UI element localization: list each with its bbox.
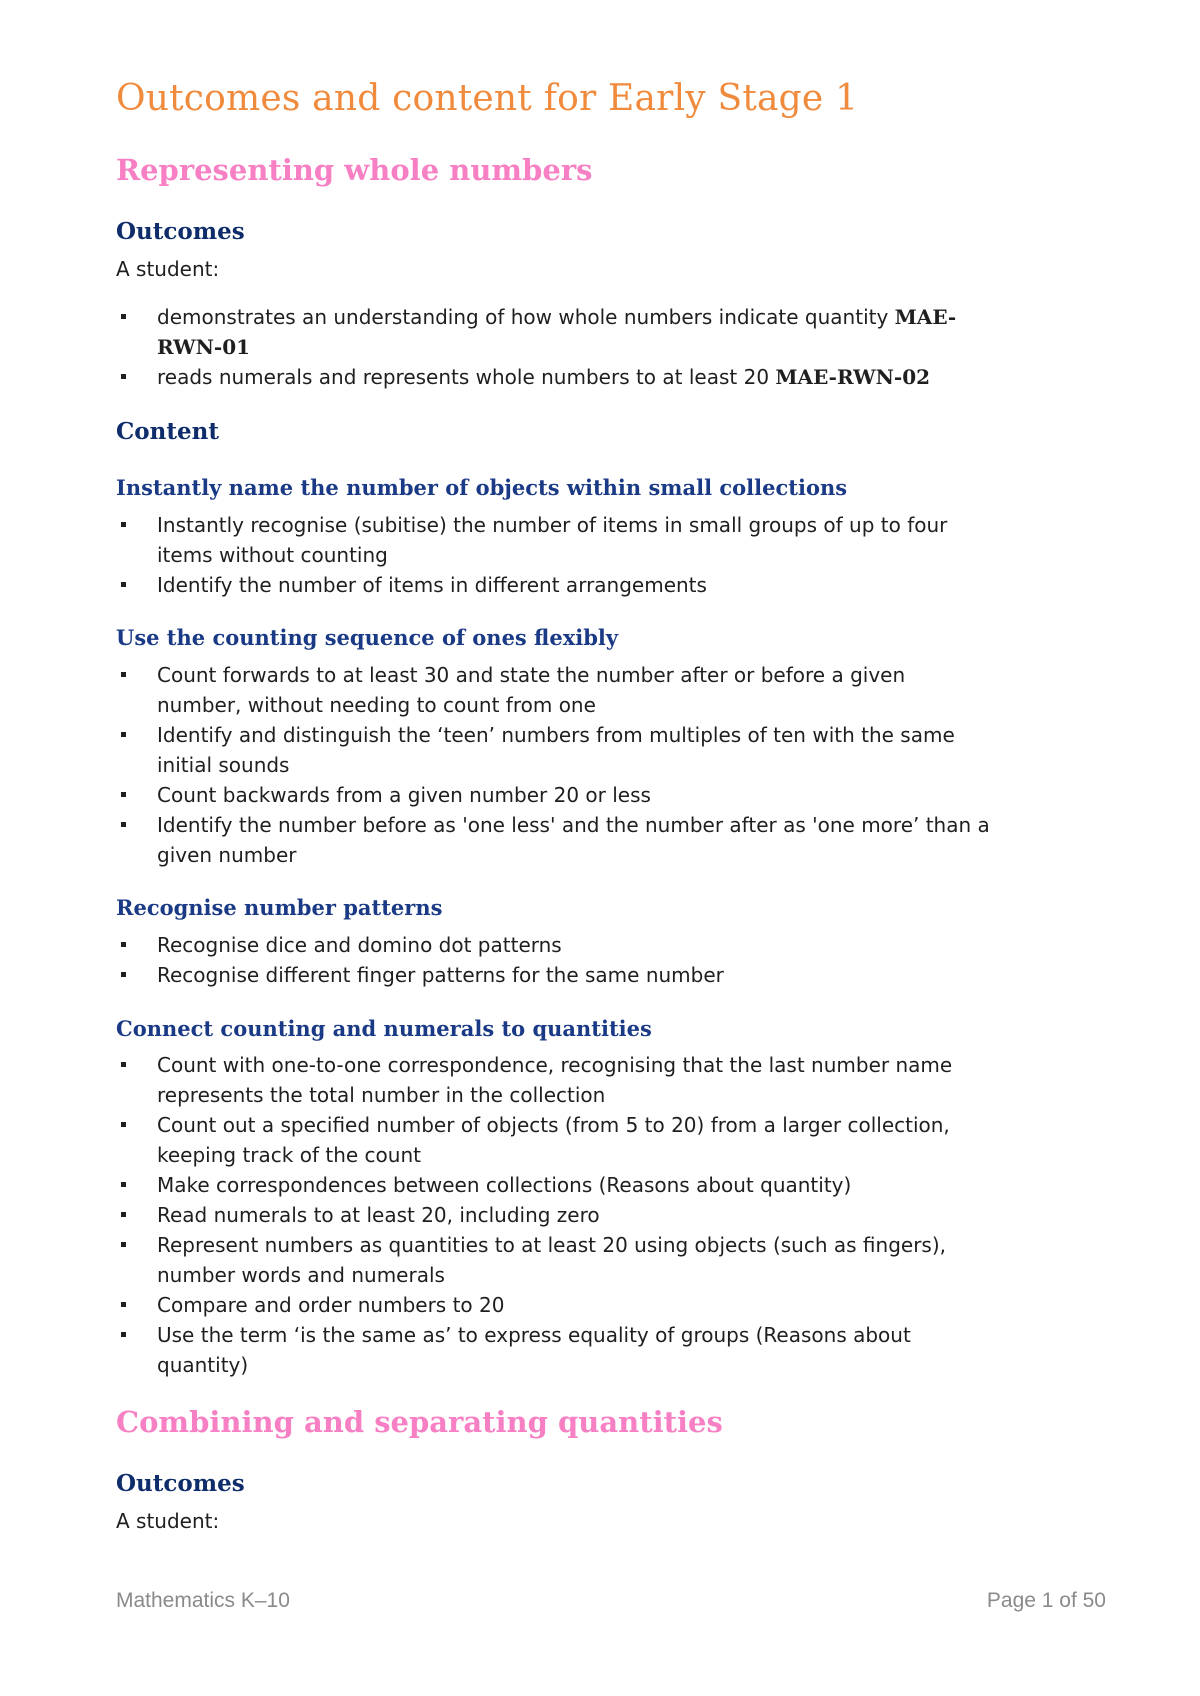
list-item (116, 302, 1106, 362)
bullet-icon (121, 1122, 126, 1127)
list-item (116, 1050, 1106, 1110)
content-list (116, 930, 1106, 990)
bullet-icon (121, 1332, 126, 1337)
outcomes-heading: Outcomes (116, 218, 245, 245)
bullet-icon (121, 1242, 126, 1247)
list-item-text: Count with one-to-one correspondence, recognising that the last number name (157, 1053, 953, 1077)
list-item-text: Represent numbers as quantities to at least 20 using objects (such as fingers), (157, 1233, 946, 1257)
bullet-icon (121, 314, 126, 319)
bullet-icon (121, 374, 126, 379)
section-heading-representing-whole-numbers: Representing whole numbers (116, 153, 593, 187)
list-item-text: number, without needing to count from one (157, 693, 596, 717)
list-item (116, 1320, 1106, 1380)
list-item-text: Recognise different finger patterns for the same number (157, 963, 724, 987)
list-item-text: Count out a specified number of objects (from 5 to 20) from a larger collection, (157, 1113, 950, 1137)
list-item (116, 510, 1106, 570)
bullet-icon (121, 822, 126, 827)
list-item-text: given number (157, 843, 297, 867)
bullet-icon (121, 522, 126, 527)
bullet-icon (121, 1212, 126, 1217)
list-item-text: quantity) (157, 1353, 249, 1377)
content-group-heading: Recognise number patterns (116, 895, 443, 920)
list-item (116, 1200, 1106, 1230)
outcome-text: reads numerals and represents whole numbers to at least 20 (157, 365, 776, 389)
bullet-icon (121, 582, 126, 587)
list-item (116, 720, 1106, 780)
list-item-text: items without counting (157, 543, 388, 567)
list-item-text: Use the term ‘is the same as’ to express equality of groups (Reasons about (157, 1323, 911, 1347)
outcomes-list (116, 302, 1106, 392)
student-intro: A student: (116, 257, 220, 281)
student-intro: A student: (116, 1509, 220, 1533)
footer-document-name: Mathematics K–10 (116, 1589, 290, 1612)
list-item-text: initial sounds (157, 753, 290, 777)
list-item (116, 810, 1106, 870)
list-item-text: Recognise dice and domino dot patterns (157, 933, 562, 957)
list-item-text: keeping track of the count (157, 1143, 421, 1167)
list-item (116, 660, 1106, 720)
list-item (116, 1110, 1106, 1170)
footer-page-number: Page 1 of 50 (986, 1589, 1106, 1612)
bullet-icon (121, 1062, 126, 1067)
list-item (116, 930, 1106, 960)
list-item (116, 1170, 1106, 1200)
list-item-text: Identify the number before as 'one less' and the number after as 'one more’ than a (157, 813, 990, 837)
content-group-heading: Connect counting and numerals to quantities (116, 1016, 652, 1041)
bullet-icon (121, 942, 126, 947)
list-item-text: Count backwards from a given number 20 or less (157, 783, 651, 807)
list-item (116, 960, 1106, 990)
list-item-text: represents the total number in the collection (157, 1083, 606, 1107)
content-heading: Content (116, 418, 219, 445)
list-item-text: Identify and distinguish the ‘teen’ numbers from multiples of ten with the same (157, 723, 955, 747)
list-item-text: Read numerals to at least 20, including zero (157, 1203, 600, 1227)
list-item (116, 780, 1106, 810)
content-group-heading: Instantly name the number of objects within small collections (116, 475, 848, 500)
list-item (116, 1290, 1106, 1320)
outcome-code: MAE-RWN-02 (775, 365, 931, 389)
list-item-text: Count forwards to at least 30 and state the number after or before a given (157, 663, 906, 687)
outcome-text: demonstrates an understanding of how whole numbers indicate quantity (157, 305, 895, 329)
list-item (116, 570, 1106, 600)
content-list (116, 1050, 1106, 1380)
bullet-icon (121, 792, 126, 797)
bullet-icon (121, 1182, 126, 1187)
bullet-icon (121, 1302, 126, 1307)
list-item-text: Compare and order numbers to 20 (157, 1293, 505, 1317)
outcome-code: RWN-01 (157, 335, 251, 359)
list-item-text: Make correspondences between collections (Reasons about quantity) (157, 1173, 852, 1197)
bullet-icon (121, 972, 126, 977)
section-heading-combining-and-separating-quantities: Combining and separating quantities (116, 1405, 723, 1439)
list-item-text: Identify the number of items in different arrangements (157, 573, 707, 597)
page-title: Outcomes and content for Early Stage 1 (116, 78, 859, 119)
bullet-icon (121, 732, 126, 737)
list-item (116, 362, 1106, 392)
content-list (116, 510, 1106, 600)
content-list (116, 660, 1106, 870)
list-item-text: number words and numerals (157, 1263, 445, 1287)
bullet-icon (121, 672, 126, 677)
list-item (116, 1230, 1106, 1290)
outcome-code: MAE- (894, 305, 957, 329)
content-group-heading: Use the counting sequence of ones flexibly (116, 625, 619, 650)
outcomes-heading: Outcomes (116, 1470, 245, 1497)
list-item-text: Instantly recognise (subitise) the number of items in small groups of up to four (157, 513, 948, 537)
